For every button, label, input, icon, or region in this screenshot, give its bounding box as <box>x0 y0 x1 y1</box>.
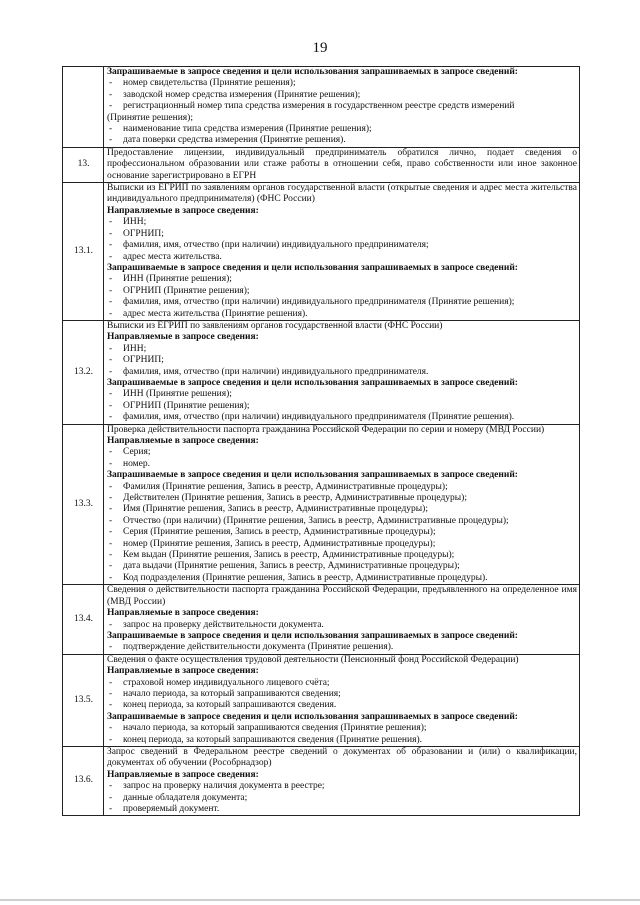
list-item <box>107 101 577 112</box>
list-item-text: заводской номер средства измерения (Принятие решения); <box>123 89 361 100</box>
list-item <box>107 367 577 378</box>
dash-bullet: - <box>109 572 113 583</box>
list-item <box>107 355 577 366</box>
dash-bullet: - <box>109 297 113 308</box>
section-heading: Запрашиваемые в запросе сведения и цели использования запрашиваемых в запросе сведений: <box>107 67 518 77</box>
list-item <box>107 504 577 515</box>
dash-bullet: - <box>109 527 113 538</box>
dash-bullet: - <box>109 723 113 734</box>
list-item <box>107 240 577 251</box>
dash-bullet: - <box>109 481 113 492</box>
list-item-text: фамилия, имя, отчество (при наличии) индивидуального предпринимателя. <box>123 366 429 377</box>
dash-bullet: - <box>109 135 113 146</box>
list-item-text: ИНН (Принятие решения); <box>123 389 232 400</box>
list-item-text: ОГРНИП; <box>123 355 164 366</box>
list-item <box>107 493 577 504</box>
list-item-text: Серия (Принятие решения, Запись в реестр, Административные процедуры); <box>123 527 436 538</box>
row-number: 13.1. <box>63 183 104 321</box>
service-description: Выписки из ЕГРИП по заявлениям органов государственной власти (ФНС России) <box>107 320 443 331</box>
list-item <box>107 135 577 146</box>
service-description: Проверка действительности паспорта гражданина Российской Федерации по серии и номеру (МВД России) <box>107 424 545 435</box>
list-item-text: Кем выдан (Принятие решения, Запись в реестр, Административные процедуры); <box>123 550 455 561</box>
list-item <box>107 539 577 550</box>
list-item <box>107 447 577 458</box>
table-row <box>63 424 580 585</box>
list-item <box>107 678 577 689</box>
section-heading: Направляемые в запросе сведения: <box>107 769 259 780</box>
table-row <box>63 67 580 148</box>
dash-bullet: - <box>109 274 113 285</box>
dash-bullet: - <box>109 458 113 469</box>
table-row <box>63 183 580 321</box>
list-item-text: запрос на проверку наличия документа в реестре; <box>123 781 325 792</box>
dash-bullet: - <box>109 515 113 526</box>
row-content <box>104 424 580 585</box>
section-heading: Запрашиваемые в запросе сведения и цели использования запрашиваемых в запросе сведений: <box>107 630 518 641</box>
dash-bullet: - <box>109 251 113 262</box>
list-item <box>107 482 577 493</box>
row-content <box>104 746 580 815</box>
dash-bullet: - <box>109 561 113 572</box>
row-number: 13.3. <box>63 424 104 585</box>
row-content <box>104 67 580 148</box>
services-table <box>62 66 580 816</box>
table-row <box>63 654 580 746</box>
section-heading: Запрашиваемые в запросе сведения и цели использования запрашиваемых в запросе сведений: <box>107 711 518 722</box>
list-item-text: адрес места жительства (Принятие решения). <box>123 308 308 319</box>
list-item <box>107 78 577 89</box>
list-item <box>107 412 577 423</box>
list-item-text: номер. <box>123 458 151 469</box>
section-heading: Направляемые в запросе сведения: <box>107 666 259 677</box>
dash-bullet: - <box>109 412 113 423</box>
list-item <box>107 401 577 412</box>
list-item <box>107 297 577 308</box>
list-item <box>107 804 577 815</box>
section-heading: Запрашиваемые в запросе сведения и цели использования запрашиваемых в запросе сведений: <box>107 470 518 481</box>
table-row <box>63 147 580 182</box>
list-item-text: Действителен (Принятие решения, Запись в реестр, Административные процедуры); <box>123 493 467 504</box>
dash-bullet: - <box>109 677 113 688</box>
dash-bullet: - <box>109 493 113 504</box>
dash-bullet: - <box>109 285 113 296</box>
table-row <box>63 746 580 815</box>
scan-bottom-edge <box>0 899 640 901</box>
dash-bullet: - <box>109 447 113 458</box>
dash-bullet: - <box>109 781 113 792</box>
dash-bullet: - <box>109 792 113 803</box>
list-item-text: запрос на проверку действительности документа. <box>123 619 324 630</box>
list-item <box>107 516 577 527</box>
dash-bullet: - <box>109 734 113 745</box>
section-heading: Запрашиваемые в запросе сведения и цели использования запрашиваемых в запросе сведений: <box>107 377 518 388</box>
section-heading: Запрашиваемые в запросе сведения и цели использования запрашиваемых в запросе сведений: <box>107 262 518 273</box>
service-description: Запрос сведений в Федеральном реестре сведений о документах об образовании и (или) о квалификации, документах об обучении (Рособрнадзор) <box>107 746 577 769</box>
dash-bullet: - <box>109 688 113 699</box>
row-number: 13.2. <box>63 320 104 424</box>
dash-bullet: - <box>109 124 113 135</box>
list-item-text: ОГРНИП (Принятие решения); <box>123 285 250 296</box>
dash-bullet: - <box>109 343 113 354</box>
list-item <box>107 217 577 228</box>
list-item-text: ОГРНИП (Принятие решения); <box>123 400 250 411</box>
list-item-text: Фамилия (Принятие решения, Запись в реестр, Административные процедуры); <box>123 481 448 492</box>
list-item <box>107 124 577 135</box>
table-row <box>63 585 580 654</box>
dash-bullet: - <box>109 101 113 112</box>
service-description: Выписки из ЕГРИП по заявлениям органов государственной власти (открытые сведения и адрес места жительства индивидуального предпринимателя) (ФНС России) <box>107 183 577 205</box>
list-item <box>107 252 577 263</box>
dash-bullet: - <box>109 619 113 630</box>
dash-bullet: - <box>109 400 113 411</box>
dash-bullet: - <box>109 240 113 251</box>
list-item-text: регистрационный номер типа средства измерения в государственном реестре средств измерений <box>123 101 515 112</box>
list-item <box>107 723 577 734</box>
dash-bullet: - <box>109 366 113 377</box>
list-item-text: дата поверки средства измерения (Принятие решения). <box>123 135 346 146</box>
list-item-text: ОГРНИП; <box>123 228 164 239</box>
row-number: 13.5. <box>63 654 104 746</box>
list-item <box>107 229 577 240</box>
row-content <box>104 147 580 182</box>
list-item <box>107 700 577 711</box>
list-item-text: проверяемый документ. <box>123 804 220 814</box>
section-heading: Направляемые в запросе сведения: <box>107 332 259 343</box>
list-item <box>107 735 577 746</box>
list-item-continuation: (Принятие решения); <box>107 112 193 123</box>
list-item-text: начало периода, за который запрашиваются сведения (Принятие решения); <box>123 723 427 734</box>
list-item-text: ИНН; <box>123 343 147 354</box>
list-item-text: дата выдачи (Принятие решения, Запись в реестр, Административные процедуры); <box>123 561 460 572</box>
list-item <box>107 274 577 285</box>
dash-bullet: - <box>109 642 113 653</box>
dash-bullet: - <box>109 308 113 319</box>
list-item-text: адрес места жительства. <box>123 251 222 262</box>
dash-bullet: - <box>109 538 113 549</box>
list-item-text: Отчество (при наличии) (Принятие решения, Запись в реестр, Административные процедуры); <box>123 515 509 526</box>
service-description: Предоставление лицензии, индивидуальный предприниматель обратился лично, подает сведения о профессиональном образовании или стаже работы в отношении себя, право собственности или иное законное основание зарегистрировано в ЕГРН <box>107 147 577 181</box>
list-item-text: Код подразделения (Принятие решения, Запись в реестр, Административные процедуры). <box>123 572 488 583</box>
list-item <box>107 344 577 355</box>
dash-bullet: - <box>109 228 113 239</box>
row-content <box>104 183 580 321</box>
list-item-text: подтверждение действительности документа (Принятие решения). <box>123 642 394 653</box>
dash-bullet: - <box>109 504 113 515</box>
row-content <box>104 654 580 746</box>
list-item-text: данные обладателя документа; <box>123 792 248 803</box>
dash-bullet: - <box>109 550 113 561</box>
list-item-text: фамилия, имя, отчество (при наличии) индивидуального предпринимателя; <box>123 240 429 251</box>
dash-bullet: - <box>109 89 113 100</box>
dash-bullet: - <box>109 389 113 400</box>
list-item <box>107 642 577 653</box>
list-item-text: фамилия, имя, отчество (при наличии) индивидуального предпринимателя (Принятие решения). <box>123 412 515 423</box>
list-item <box>107 309 577 320</box>
list-item <box>107 389 577 400</box>
dash-bullet: - <box>109 217 113 228</box>
service-description: Сведения о факте осуществления трудовой деятельности (Пенсионный фонд Российской Федерации) <box>107 654 519 665</box>
dash-bullet: - <box>109 804 113 814</box>
page-number: 19 <box>312 40 328 56</box>
section-heading: Направляемые в запросе сведения: <box>107 608 259 619</box>
list-item <box>107 550 577 561</box>
list-item <box>107 781 577 792</box>
list-item-text: ИНН; <box>123 217 147 228</box>
list-item-text: начало периода, за который запрашиваются сведения; <box>123 688 341 699</box>
table-row <box>63 320 580 424</box>
list-item-text: ИНН (Принятие решения); <box>123 274 232 285</box>
list-item <box>107 689 577 700</box>
section-heading: Направляемые в запросе сведения: <box>107 436 259 446</box>
list-item <box>107 561 577 572</box>
row-content <box>104 585 580 654</box>
list-item <box>107 793 577 804</box>
row-number: 13.4. <box>63 585 104 654</box>
list-item-text: Имя (Принятие решения, Запись в реестр, Административные процедуры); <box>123 504 428 515</box>
list-item <box>107 573 577 584</box>
list-item-text: Серия; <box>123 447 151 458</box>
row-number <box>63 67 104 148</box>
dash-bullet: - <box>109 700 113 711</box>
row-number: 13. <box>63 147 104 182</box>
dash-bullet: - <box>109 355 113 366</box>
list-item <box>107 286 577 297</box>
list-item <box>107 527 577 538</box>
list-item-text: конец периода, за который запрашиваются сведения. <box>123 700 337 711</box>
row-content <box>104 320 580 424</box>
dash-bullet: - <box>109 78 113 89</box>
list-item-text: номер (Принятие решения, Запись в реестр, Административные процедуры); <box>123 538 436 549</box>
list-item <box>107 620 577 631</box>
list-item-text: номер свидетельства (Принятие решения); <box>123 78 296 89</box>
list-item-text: конец периода, за который запрашиваются сведения (Принятие решения). <box>123 734 423 745</box>
list-item <box>107 459 577 470</box>
services-table-body <box>63 67 580 816</box>
row-number: 13.6. <box>63 746 104 815</box>
section-heading: Направляемые в запросе сведения: <box>107 205 259 216</box>
list-item-text: страховой номер индивидуального лицевого счёта; <box>123 677 330 688</box>
list-item <box>107 90 577 101</box>
service-description: Сведения о действительности паспорта гражданина Российской Федерации, предъявленного на определенное имя (МВД России) <box>107 585 577 607</box>
list-item-text: фамилия, имя, отчество (при наличии) индивидуального предпринимателя (Принятие решения); <box>123 297 515 308</box>
list-item-text: наименование типа средства измерения (Принятие решения); <box>123 124 372 135</box>
